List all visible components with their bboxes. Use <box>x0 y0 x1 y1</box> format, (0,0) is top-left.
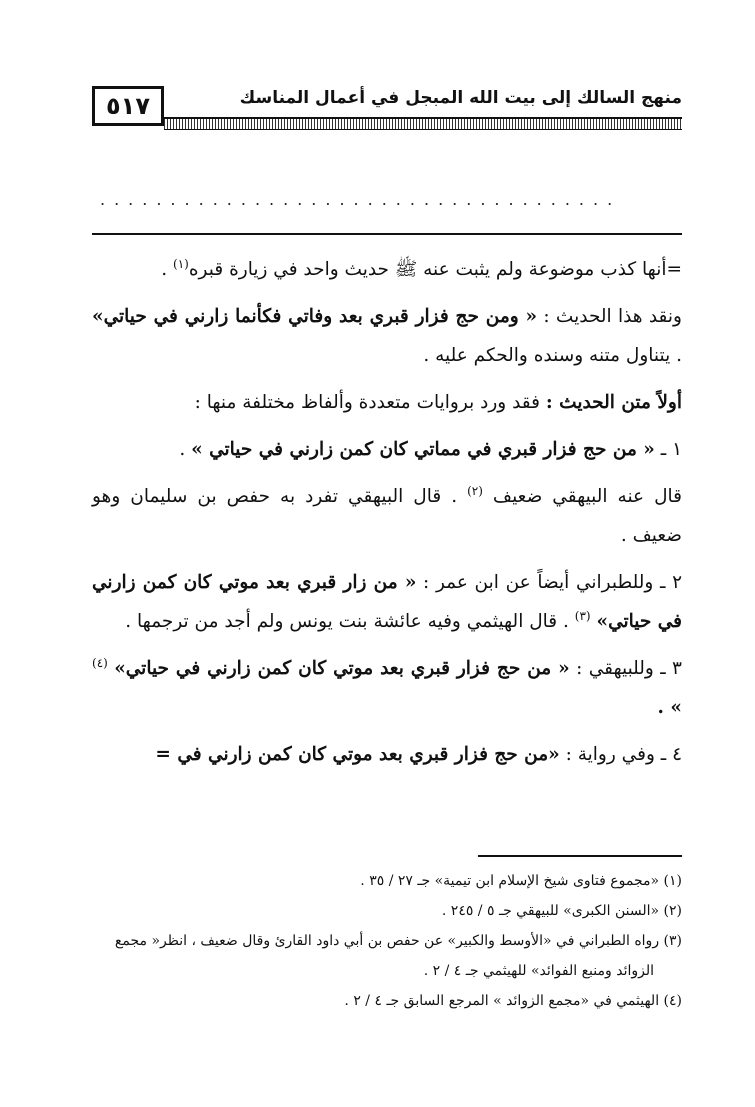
footnote-ref-1: (١) <box>173 256 189 271</box>
section-heading: أولاً متن الحديث : <box>545 392 682 413</box>
paragraph-8 <box>92 735 682 774</box>
section-rule <box>92 233 682 235</box>
footnote-ref-2: (٢) <box>467 483 483 498</box>
page-header <box>92 86 682 136</box>
p4-quote: « من حج فزار قبري في مماتي كان كمن زارني في حياتي » <box>191 439 655 460</box>
p1-line2: قبره <box>188 259 224 280</box>
paragraph-3 <box>92 383 682 422</box>
p7-end: » . <box>657 697 682 718</box>
p2-lead: ونقد هذا الحديث : <box>537 306 682 327</box>
p6-quote: « من زار قبري بعد موتي كان كمن زارني في حياتي» <box>92 572 682 632</box>
p6-lead: ٢ ـ وللطبراني أيضاً عن ابن عمر : <box>416 572 682 593</box>
p7-lead: ٣ ـ وللبيهقي : <box>569 658 682 679</box>
footnote-1: (١) «مجموع فتاوى شيخ الإسلام ابن تيمية» جـ ٢٧ / ٣٥ . <box>360 873 682 889</box>
header-rule <box>164 117 682 130</box>
p5-text1: قال عنه البيهقي ضعيف <box>482 486 682 507</box>
footnote-3-continued: الزوائد ومنبع الفوائد» للهيثمي جـ ٤ / ٢ . <box>423 963 654 979</box>
p4-end: . <box>179 439 192 460</box>
p2-quote: « ومن حج فزار قبري بعد وفاتي فكأنما زارني في حياتي» <box>92 306 538 327</box>
p6-rest: . قال الهيثمي وفيه عائشة بنت يونس ولم أجد من ترجمها . <box>125 611 575 632</box>
footnote-2: (٢) «السنن الكبرى» للبيهقي جـ ٥ / ٢٤٥ . <box>441 903 682 919</box>
footnote-ref-4: (٤) <box>92 655 108 670</box>
paragraph-1 <box>92 250 682 289</box>
paragraph-4 <box>92 430 682 469</box>
p2-rest: . يتناول متنه وسنده والحكم عليه . <box>423 345 682 366</box>
footnote-rule <box>478 855 682 857</box>
p4-num: ١ ـ <box>654 439 682 460</box>
paragraph-5 <box>92 477 682 555</box>
paragraph-7 <box>92 649 682 727</box>
main-text <box>92 250 682 782</box>
footnote-4: (٤) الهيثمي في «مجمع الزوائد » المرجع السابق جـ ٤ / ٢ . <box>344 993 682 1009</box>
paragraph-6 <box>92 563 682 641</box>
footnote-ref-3: (٣) <box>574 608 591 623</box>
p8-quote: «من حج فزار قبري بعد موتي كان كمن زارني في = <box>155 744 560 765</box>
p3-rest: فقد ورد بروايات متعددة وألفاظ مختلفة منها : <box>194 392 546 413</box>
running-title: منهج السالك إلى بيت الله المبجل في أعمال المناسك <box>239 88 682 108</box>
footnote-3: (٣) رواه الطبراني في «الأوسط والكبير» عن حفص بن أبي داود القارئ وقال ضعيف ، انظر« مجمع <box>114 933 682 949</box>
page-number: ٥١٧ <box>92 86 164 126</box>
paragraph-2 <box>92 297 682 375</box>
p8-lead: ٤ ـ وفي رواية : <box>559 744 682 765</box>
footnotes <box>92 866 682 1016</box>
p1-line1: =أنها كذب موضوعة ولم يثبت عنه ﷺ حديث واحد في زيارة <box>229 259 682 280</box>
p5-text2: . قال البيهقي تفرد به حفص بن سليمان وهو ضعيف . <box>92 486 682 546</box>
p7-quote: « من حج فزار قبري بعد موتي كان كمن زارني في حياتي» <box>114 658 570 679</box>
dotted-divider: ..................................... <box>100 190 622 209</box>
p1-end: . <box>161 259 174 280</box>
